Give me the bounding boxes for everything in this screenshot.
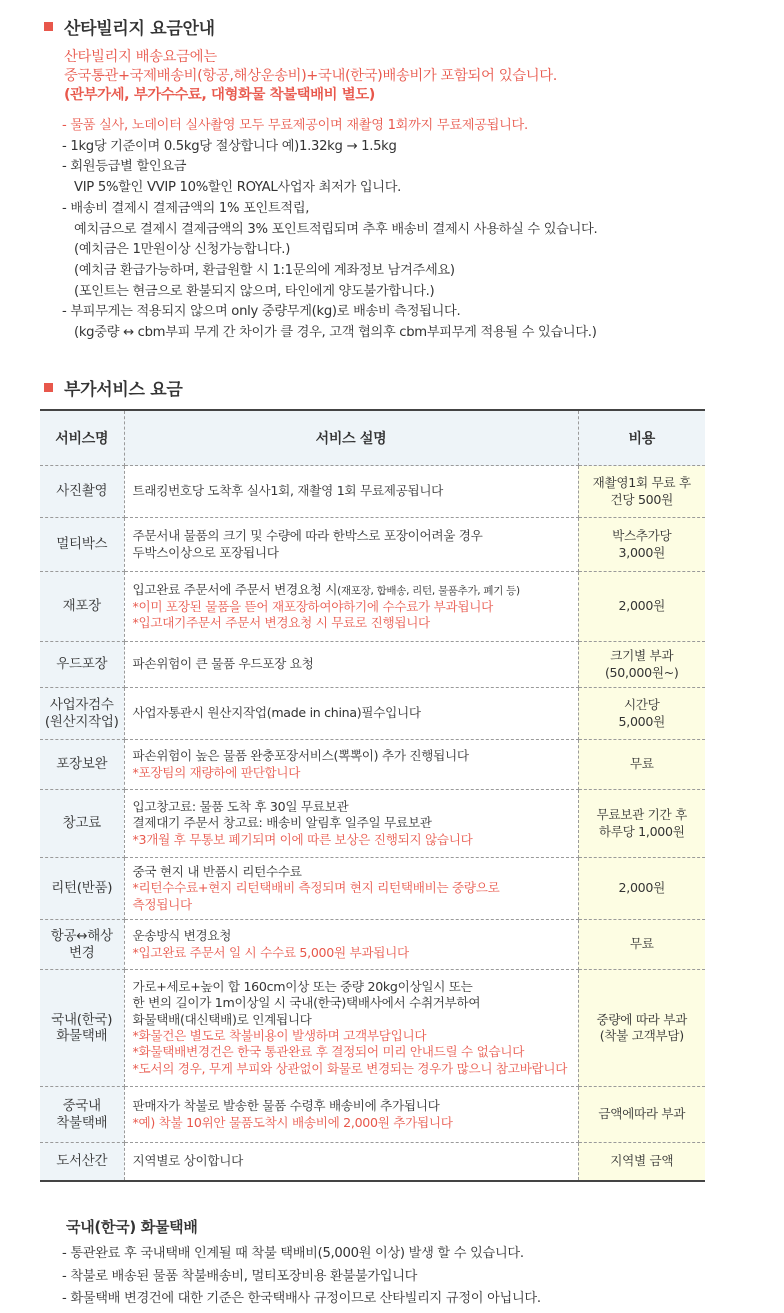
service-desc-cell [124,1143,578,1181]
service-cost-cell [578,1087,705,1143]
service-desc-note: *이미 포장된 물품을 뜯어 재포장하여야하기에 수수료가 부과됩니다 [132,598,493,614]
service-name: 리턴(반품) [51,880,113,897]
intro-line: 중국통관+국제배송비(항공,해상운송비)+국내(한국)배송비가 포함되어 있습니다. [64,68,557,84]
service-desc-line [133,995,570,1011]
service-desc-line [133,1153,570,1169]
service-name-cell [40,858,124,920]
service-desc-text: 화물택배(대신택배)로 인계됩니다 [132,1011,312,1027]
table-row [40,1087,705,1143]
table-row [40,858,705,920]
bullet-square-icon [44,22,53,31]
service-cost: 시간당 [623,697,660,713]
service-name-cell [40,790,124,858]
service-desc-text: 파손위험이 큰 물품 우드포장 요청 [132,656,314,672]
table-header-row [40,410,705,466]
service-desc-note: *입고대기주문서 주문서 변경요청 시 무료로 진행됩니다 [132,615,430,631]
service-desc-line [133,483,570,499]
service-desc-line [133,545,570,561]
service-desc-text: 파손위험이 높은 물품 완충포장서비스(뽁뽁이) 추가 진행됩니다 [132,748,469,764]
section-header-extra-services [44,375,182,400]
service-name: 우드포장 [56,656,108,673]
service-desc-text: 입고창고료: 물품 도착 후 30일 무료보관 [132,799,349,815]
service-desc-note: *3개월 후 무통보 폐기되며 이에 따른 보상은 진행되지 않습니다 [132,831,473,847]
service-cost: 재촬영1회 무료 후 [592,475,691,491]
service-desc-text: 운송방식 변경요청 [132,928,232,944]
service-name-cell [40,688,124,740]
service-desc-line [133,748,570,764]
service-desc-line [133,928,570,944]
service-cost: 2,000원 [618,598,665,614]
service-cost: 무료 [629,756,654,772]
note-line: (포인트는 현금으로 환불되지 않으며, 타인에게 양도불가합니다.) [74,283,435,299]
note-line: (예치금 환급가능하며, 환급원할 시 1:1문의에 계좌정보 남겨주세요) [74,262,455,278]
service-desc-text: 사업자통관시 원산지작업(made in china)필수입니다 [132,705,421,721]
domestic-freight-notes [62,1216,762,1311]
service-desc-note: *도서의 경우, 무게 부피와 상관없이 화물로 변경되는 경우가 많으니 참고바랍니다 [132,1060,568,1076]
service-cost: 5,000원 [618,713,665,729]
service-name: 중국내 [62,1098,101,1115]
service-desc-text: 한 변의 길이가 1m이상일 시 국내(한국)택배사에서 수취거부하여 [132,995,481,1011]
service-name: 포장보완 [56,756,108,773]
service-desc-cell [124,920,578,970]
service-cost-cell [578,858,705,920]
note-line: - 통관완료 후 국내택배 인계될 때 착불 택배비(5,000원 이상) 발생 할 수 있습니다. [62,1246,524,1261]
service-name-cell [40,572,124,642]
service-cost-cell [578,970,705,1087]
service-cost: (50,000원~) [604,664,679,680]
service-desc-cell [124,740,578,790]
table-row [40,518,705,572]
service-cost: (착불 고객부담) [599,1028,684,1043]
table-row [40,466,705,518]
service-desc-note: *화물건은 별도로 착불비용이 발생하며 고객부담입니다 [132,1028,427,1043]
service-cost-cell [578,740,705,790]
service-name-cell [40,1143,124,1181]
note-line: - 화물택배 변경건에 대한 기준은 한국택배사 규정이므로 산타빌리지 규정이 아닙니다. [62,1291,541,1306]
service-name: 도서산간 [56,1153,108,1170]
service-desc-line [133,656,570,672]
service-desc-cell [124,518,578,572]
table-row [40,970,705,1087]
notes-title: 국내(한국) 화물택배 [66,1218,198,1236]
bullet-square-icon [44,383,53,392]
section-title: 산타빌리지 요금안내 [64,19,215,39]
service-desc-line [133,979,570,995]
service-cost: 박스추가당 [612,528,672,544]
service-desc-cell [124,790,578,858]
service-desc-text: 가로+세로+높이 합 160cm이상 또는 중량 20kg이상일시 또는 [132,979,473,995]
note-line: - 물품 실사, 노데이터 실사촬영 모두 무료제공이며 재촬영 1회까지 무료제공됩니다. [62,118,528,133]
note-line: 예치금으로 결제시 결제금액의 3% 포인트적립되며 추후 배송비 결제시 사용하실 수 있습니다. [74,221,598,237]
service-cost-cell [578,790,705,858]
note-line: (kg중량 ↔ cbm부피 무게 간 차이가 클 경우, 고객 협의후 cbm부피무게 적용될 수 있습니다.) [74,325,597,341]
table-row [40,920,705,970]
service-cost-cell [578,642,705,688]
service-name: 재포장 [62,598,101,615]
note-line: - 착불로 배송된 물품 착불배송비, 멀티포장비용 환불불가입니다 [62,1268,418,1284]
service-desc-text: 지역별로 상이합니다 [132,1153,243,1169]
service-desc-cell [124,970,578,1087]
note-line: VIP 5%할인 VVIP 10%할인 ROYAL사업자 최저가 입니다. [74,180,402,196]
service-desc-small: (재포장, 합배송, 리턴, 물품추가, 폐기 등) [337,584,520,597]
service-desc-line [133,1098,570,1114]
column-header-cost: 비용 [578,410,705,466]
service-cost-cell [578,1143,705,1181]
service-cost: 무료보관 기간 후 [596,807,687,823]
service-cost: 하루당 1,000원 [598,823,685,839]
service-desc-note: *화물택배변경건은 한국 통관완료 후 결정되어 미리 안내드릴 수 없습니다 [132,1044,525,1060]
service-name: 착불택배 [56,1114,108,1131]
service-name: 창고료 [62,815,101,832]
column-header-service-name: 서비스명 [40,410,124,466]
service-desc-cell [124,688,578,740]
service-desc-line [133,799,570,815]
section-title: 부가서비스 요금 [64,380,183,400]
service-name-cell [40,518,124,572]
service-cost: 중량에 따라 부과 [596,1011,687,1027]
service-desc-text: 주문서내 물품의 크기 및 수량에 따라 한박스로 포장이어려울 경우 [132,528,483,544]
rate-intro [64,48,764,105]
service-desc-line [133,1012,570,1028]
service-desc-text: 트래킹번호당 도착후 실사1회, 재촬영 1회 무료제공됩니다 [132,483,444,499]
service-name: 사업자검수 [49,697,114,714]
service-cost: 2,000원 [618,880,665,896]
service-cost: 지역별 금액 [610,1153,674,1169]
service-name: 항공↔해상 [50,928,113,945]
service-cost: 건당 500원 [610,491,673,507]
service-fee-table [40,409,705,1182]
service-desc-line [133,705,570,721]
service-desc-line [133,528,570,544]
service-name: 멀티박스 [56,536,108,553]
service-name-cell [40,466,124,518]
service-desc-cell [124,572,578,642]
service-desc-cell [124,858,578,920]
service-cost: 크기별 부과 [610,648,674,664]
service-name-cell [40,920,124,970]
table-row [40,688,705,740]
service-desc-text: 입고완료 주문서에 주문서 변경요청 시 [132,581,338,597]
intro-line: 산타빌리지 배송요금에는 [64,49,217,65]
service-desc-note: *입고완료 주문서 일 시 수수료 5,000원 부과됩니다 [132,944,409,960]
service-cost: 금액에따라 부과 [598,1106,686,1122]
service-desc-text: 판매자가 착불로 발송한 물품 수령후 배송비에 추가됩니다 [132,1098,440,1114]
table-row [40,740,705,790]
service-cost-cell [578,572,705,642]
service-name-cell [40,642,124,688]
service-desc-text: 결제대기 주문서 창고료: 배송비 알림후 일주일 무료보관 [132,815,432,831]
service-cost-cell [578,920,705,970]
note-line: - 부피무게는 적용되지 않으며 only 중량무게(kg)로 배송비 측정됩니다. [62,304,461,320]
service-name: (원산지작업) [44,713,119,730]
service-desc-note: *포장팀의 재량하에 판단합니다 [132,764,301,780]
service-desc-line [133,582,570,599]
service-desc-cell [124,1087,578,1143]
service-name-cell [40,1087,124,1143]
service-desc-text: 두박스이상으로 포장됩니다 [132,544,279,560]
service-cost-cell [578,688,705,740]
service-cost: 무료 [629,936,654,952]
table-row [40,572,705,642]
service-desc-line [133,815,570,831]
rate-notes [62,116,762,344]
service-desc-line [133,864,570,880]
service-name-cell [40,970,124,1087]
table-row [40,790,705,858]
service-cost: 3,000원 [618,544,665,560]
table-row [40,1143,705,1181]
note-line: - 1kg당 기준이며 0.5kg당 절상합니다 예)1.32kg → 1.5kg [62,138,397,154]
service-name: 사진촬영 [56,483,108,500]
service-desc-note: *예) 착불 10위안 물품도착시 배송비에 2,000원 추가됩니다 [132,1114,453,1130]
service-name: 변경 [69,944,95,961]
intro-line-bold: (관부가세, 부가수수료, 대형화물 착불택배비 별도) [64,87,375,103]
section-header-rates [44,14,215,39]
service-desc-note: 측정됩니다 [132,896,192,912]
service-desc-text: 중국 현지 내 반품시 리턴수수료 [132,864,302,880]
column-header-service-desc: 서비스 설명 [124,410,578,466]
service-cost-cell [578,518,705,572]
note-line: (예치금은 1만원이상 신청가능합니다.) [74,242,291,258]
service-name: 화물택배 [56,1028,108,1044]
note-line: - 회원등급별 할인요금 [62,159,187,175]
service-cost-cell [578,466,705,518]
service-desc-note: *리턴수수료+현지 리턴택배비 측정되며 현지 리턴택배비는 중량으로 [132,880,500,896]
service-desc-cell [124,642,578,688]
note-line: - 배송비 결제시 결제금액의 1% 포인트적립, [62,200,310,216]
table-row [40,642,705,688]
service-name: 국내(한국) [51,1011,113,1028]
service-desc-cell [124,466,578,518]
service-name-cell [40,740,124,790]
